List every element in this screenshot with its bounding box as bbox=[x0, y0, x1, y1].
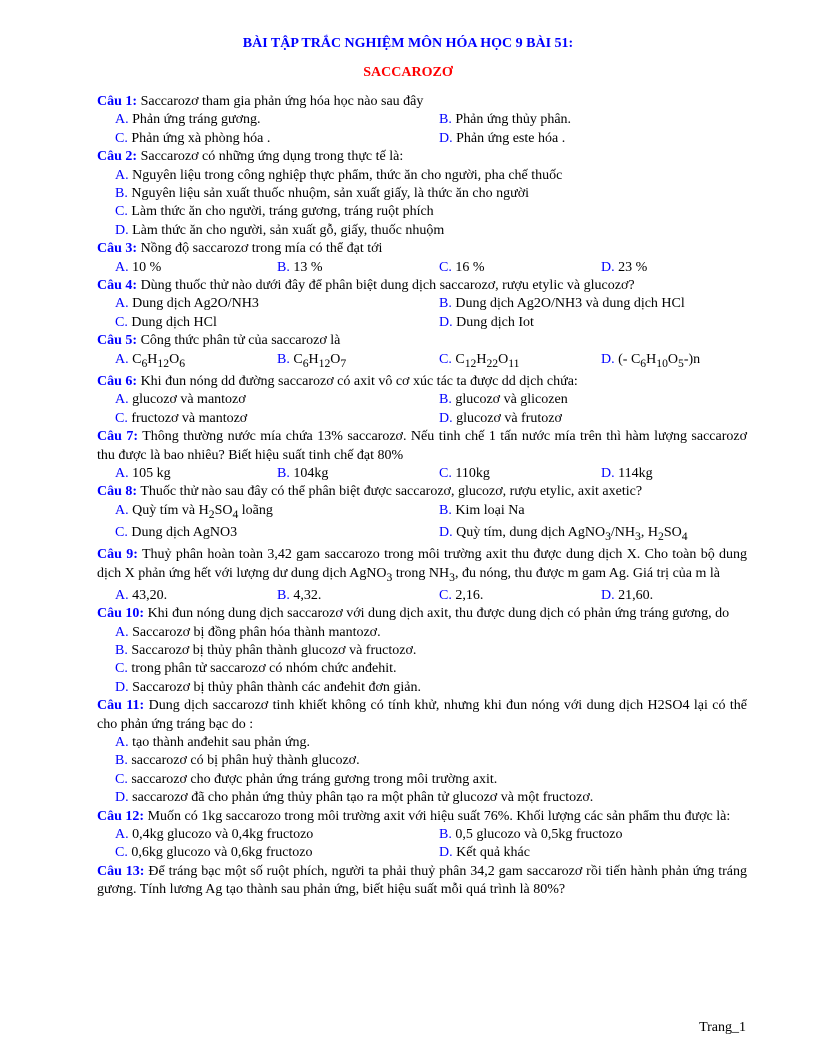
option-text: 0,5 glucozo và 0,5kg fructozo bbox=[455, 827, 623, 843]
answer-option-c[interactable] bbox=[115, 130, 439, 148]
option-key: D. bbox=[601, 465, 615, 481]
option-key: B. bbox=[439, 827, 452, 843]
answer-option-a[interactable] bbox=[115, 734, 747, 752]
option-key: A. bbox=[115, 624, 129, 640]
answer-option-b[interactable] bbox=[439, 295, 747, 313]
question-text: Nồng độ saccarozơ trong mía có thể đạt tới bbox=[140, 241, 383, 257]
option-text: $C_6H_{12}O_7$ bbox=[293, 351, 347, 370]
answer-option-c[interactable] bbox=[439, 465, 601, 483]
question-stem bbox=[97, 93, 747, 111]
question-8 bbox=[97, 483, 747, 546]
option-key: C. bbox=[115, 771, 128, 787]
option-key: B. bbox=[439, 112, 452, 128]
option-key: D. bbox=[439, 314, 453, 330]
answer-option-b[interactable] bbox=[115, 642, 747, 660]
question-4 bbox=[97, 277, 747, 332]
option-key: D. bbox=[115, 679, 129, 695]
option-text: 2,16. bbox=[455, 587, 484, 603]
answer-option-c[interactable] bbox=[439, 259, 601, 277]
option-key: C. bbox=[115, 524, 128, 540]
option-text: Làm thức ăn cho người, sản xuất gỗ, giấy, thuốc nhuộm bbox=[132, 222, 445, 238]
question-label: Câu 5: bbox=[97, 333, 138, 349]
question-9 bbox=[97, 546, 747, 605]
question-stem bbox=[97, 428, 747, 465]
answer-option-a[interactable] bbox=[115, 259, 277, 277]
option-text: saccarozơ cho được phản ứng tráng gương trong môi trường axit. bbox=[131, 771, 498, 787]
option-key: B. bbox=[115, 753, 128, 769]
option-key: C. bbox=[115, 204, 128, 220]
question-stem bbox=[97, 863, 747, 900]
question-text: Dung dịch saccarozơ tinh khiết không có tính khử, nhưng khi đun nóng với dung dịch H2SO4 lại có thể cho phản ứng tráng bạc do : bbox=[97, 698, 747, 732]
answer-option-d[interactable] bbox=[439, 410, 747, 428]
answer-options bbox=[97, 826, 747, 863]
answer-options bbox=[97, 465, 747, 483]
question-label: Câu 10: bbox=[97, 606, 145, 622]
question-text: Dùng thuốc thử nào dưới đây để phân biệt dung dịch saccarozơ, rượu etylic và glucozơ? bbox=[140, 278, 635, 294]
question-stem bbox=[97, 697, 747, 734]
question-text: Để tráng bạc một số ruột phích, người ta phải thuỷ phân 34,2 gam saccarozơ rồi tiến hành phản ứng tráng gương. Tính lương Ag tạo thành sau phản ứng, biết hiệu suất mỗi quá trình là 80%? bbox=[97, 863, 748, 898]
answer-option-a[interactable] bbox=[115, 391, 439, 409]
answer-options bbox=[97, 624, 747, 698]
answer-options bbox=[97, 502, 747, 546]
option-text: trong phân tử saccarozơ có nhóm chức anđehit. bbox=[131, 661, 397, 677]
question-text: Saccarozơ tham gia phản ứng hóa học nào sau đây bbox=[140, 94, 424, 109]
option-key: A. bbox=[115, 112, 129, 128]
option-text: 10 % bbox=[132, 259, 162, 275]
question-stem bbox=[97, 546, 747, 587]
answer-options bbox=[97, 351, 747, 373]
answer-option-a[interactable] bbox=[115, 111, 439, 129]
question-13 bbox=[97, 863, 747, 900]
question-11 bbox=[97, 697, 747, 807]
option-text: glucozơ và glicozen bbox=[455, 392, 568, 408]
question-text: Saccarozơ có những ứng dụng trong thực tế là: bbox=[140, 149, 404, 165]
option-text: $C_{12}H_{22}O_{11}$ bbox=[455, 351, 520, 370]
answer-option-b[interactable] bbox=[439, 826, 747, 844]
option-text: tạo thành anđehit sau phản ứng. bbox=[132, 735, 311, 750]
option-key: A. bbox=[115, 259, 129, 275]
answer-option-c[interactable] bbox=[115, 410, 439, 428]
option-key: B. bbox=[277, 351, 290, 367]
answer-option-c[interactable] bbox=[439, 351, 601, 373]
option-text: Kim loại Na bbox=[455, 502, 525, 518]
option-key: C. bbox=[115, 410, 128, 426]
question-label: Câu 9: bbox=[97, 547, 138, 563]
question-stem bbox=[97, 332, 747, 350]
option-key: B. bbox=[277, 587, 290, 603]
question-stem bbox=[97, 277, 747, 295]
option-text: 0,4kg glucozo và 0,4kg fructozo bbox=[132, 827, 314, 843]
question-2 bbox=[97, 148, 747, 240]
answer-options bbox=[97, 167, 747, 241]
answer-option-a[interactable] bbox=[115, 465, 277, 483]
option-key: A. bbox=[115, 827, 129, 843]
answer-option-a[interactable] bbox=[115, 587, 277, 605]
option-key: A. bbox=[115, 587, 129, 603]
answer-option-d[interactable] bbox=[439, 524, 747, 546]
answer-option-a[interactable] bbox=[115, 351, 277, 373]
answer-option-d[interactable] bbox=[601, 587, 747, 605]
option-text: 105 kg bbox=[132, 465, 171, 481]
answer-option-c[interactable] bbox=[115, 314, 439, 332]
option-key: A. bbox=[115, 735, 129, 750]
answer-option-d[interactable] bbox=[439, 130, 747, 148]
option-key: B. bbox=[439, 392, 452, 408]
option-text: fructozơ và mantozơ bbox=[131, 410, 248, 426]
option-text: Phản ứng thủy phân. bbox=[455, 112, 572, 128]
option-key: B. bbox=[439, 502, 452, 518]
option-text: 4,32. bbox=[293, 587, 322, 603]
question-1 bbox=[97, 93, 747, 148]
question-stem bbox=[97, 148, 747, 166]
option-text: Làm thức ăn cho người, tráng gương, tráng ruột phích bbox=[131, 204, 434, 220]
option-key: C. bbox=[115, 130, 128, 146]
question-text: Khi đun nóng dd đường saccarozơ có axit vô cơ xúc tác ta được dd dịch chứa: bbox=[140, 373, 578, 389]
answer-options bbox=[97, 587, 747, 605]
option-text: Quỳ tím, dung dịch $AgNO_3/NH_3$, $H_2SO_4$ bbox=[456, 524, 688, 543]
option-text: Saccarozơ bị thủy phân thành glucozơ và fructozơ. bbox=[131, 642, 417, 658]
option-text: 104kg bbox=[293, 465, 329, 481]
answer-option-b[interactable] bbox=[277, 587, 439, 605]
question-text: Công thức phân tử của saccarozơ là bbox=[140, 333, 341, 349]
answer-option-d[interactable] bbox=[601, 465, 747, 483]
option-text: $C_6H_{12}O_6$ bbox=[132, 351, 186, 370]
question-6 bbox=[97, 373, 747, 428]
question-7 bbox=[97, 428, 747, 483]
option-text: Dung dịch AgNO3 bbox=[131, 524, 238, 540]
question-label: Câu 6: bbox=[97, 373, 138, 389]
answer-option-d[interactable] bbox=[601, 351, 747, 373]
answer-option-d[interactable] bbox=[115, 222, 747, 240]
answer-option-d[interactable] bbox=[439, 314, 747, 332]
answer-options bbox=[97, 734, 747, 808]
answer-option-c[interactable] bbox=[439, 587, 601, 605]
option-key: D. bbox=[115, 222, 129, 238]
option-text: Quỳ tím và $H_2SO_4$ loãng bbox=[132, 502, 273, 521]
question-text: Thuỷ phân hoàn toàn 3,42 gam saccarozo trong môi trường axit thu được dung dịch X. Cho toàn bộ dung dịch X phản ứng hết với lượng dư dung dịch AgNO$_3$ trong $NH_3$, đu nóng, thu được m gam Ag. Giá trị của m là bbox=[97, 547, 748, 584]
option-key: B. bbox=[439, 296, 452, 312]
answer-option-b[interactable] bbox=[115, 185, 747, 203]
option-text: glucozơ và mantozơ bbox=[132, 392, 246, 408]
option-key: D. bbox=[601, 351, 615, 367]
question-10 bbox=[97, 605, 747, 697]
option-text: Phản ứng tráng gương. bbox=[132, 112, 261, 128]
option-key: D. bbox=[115, 790, 129, 806]
option-text: saccarozơ đã cho phản ứng thủy phân tạo ra một phân tử glucozơ và một fructozơ. bbox=[132, 790, 594, 806]
option-key: A. bbox=[115, 392, 129, 408]
answer-option-a[interactable] bbox=[115, 502, 439, 524]
answer-options bbox=[97, 391, 747, 428]
option-key: B. bbox=[115, 186, 128, 202]
option-key: B. bbox=[277, 465, 290, 481]
option-key: A. bbox=[115, 167, 129, 183]
answer-option-b[interactable] bbox=[277, 351, 439, 373]
question-label: Câu 13: bbox=[97, 863, 145, 879]
question-label: Câu 2: bbox=[97, 149, 138, 165]
option-text: (- $C_6H_{10}O_5-)n$ bbox=[618, 351, 701, 370]
option-text: 43,20. bbox=[132, 587, 168, 603]
answer-option-b[interactable] bbox=[115, 752, 747, 770]
question-stem bbox=[97, 605, 747, 623]
page-title: BÀI TẬP TRẮC NGHIỆM MÔN HÓA HỌC 9 BÀI 51: bbox=[242, 36, 574, 51]
answer-option-b[interactable] bbox=[439, 111, 747, 129]
option-key: A. bbox=[115, 296, 129, 312]
option-text: 16 % bbox=[455, 259, 485, 275]
answer-option-b[interactable] bbox=[439, 502, 747, 524]
question-label: Câu 11: bbox=[97, 698, 145, 714]
question-stem bbox=[97, 373, 747, 391]
answer-option-c[interactable] bbox=[115, 660, 747, 678]
question-label: Câu 12: bbox=[97, 808, 145, 824]
answer-option-d[interactable] bbox=[601, 259, 747, 277]
question-stem bbox=[97, 240, 747, 258]
option-text: Nguyên liệu trong công nghiệp thực phẩm, thức ăn cho người, pha chế thuốc bbox=[132, 167, 563, 183]
option-text: Phản ứng xà phòng hóa . bbox=[131, 130, 271, 146]
option-text: 110kg bbox=[455, 465, 490, 481]
answer-option-d[interactable] bbox=[439, 844, 747, 862]
option-text: glucozơ và frutozơ bbox=[456, 410, 562, 426]
option-key: C. bbox=[439, 351, 452, 367]
option-key: C. bbox=[115, 845, 128, 861]
question-text: Khi đun nóng dung dịch saccarozơ với dung dịch axit, thu được dung dịch có phản ứng tráng gương, do bbox=[147, 606, 730, 622]
question-label: Câu 8: bbox=[97, 484, 138, 500]
answer-option-b[interactable] bbox=[277, 465, 439, 483]
option-text: Dung dịch Ag2O/NH3 và dung dịch HCl bbox=[455, 296, 685, 312]
answer-options bbox=[97, 259, 747, 277]
option-text: Dung dịch Iot bbox=[456, 314, 534, 330]
question-text: Thuốc thử nào sau đây có thể phân biệt được saccarozơ, glucozơ, rượu etylic, axit axetic? bbox=[140, 484, 643, 500]
option-key: B. bbox=[115, 642, 128, 658]
answer-options bbox=[97, 295, 747, 332]
option-key: A. bbox=[115, 502, 129, 518]
option-key: D. bbox=[601, 587, 615, 603]
option-key: A. bbox=[115, 351, 129, 367]
answer-option-c[interactable] bbox=[115, 771, 747, 789]
option-text: 23 % bbox=[618, 259, 648, 275]
option-key: C. bbox=[439, 465, 452, 481]
question-label: Câu 3: bbox=[97, 241, 138, 257]
answer-option-c[interactable] bbox=[115, 844, 439, 862]
question-text: Thông thường nước mía chứa 13% saccarozơ. Nếu tinh chế 1 tấn nước mía trên thì hàm lượng saccarozơ thu được là bao nhiêu? Biết hiệu suất tinh chế đạt 80% bbox=[97, 429, 747, 463]
question-label: Câu 4: bbox=[97, 278, 138, 294]
option-text: Saccarozơ bị đồng phân hóa thành mantozơ. bbox=[132, 624, 381, 640]
answer-option-d[interactable] bbox=[115, 789, 747, 807]
question-label: Câu 7: bbox=[97, 429, 139, 445]
question-5 bbox=[97, 332, 747, 373]
option-text: Phản ứng este hóa . bbox=[456, 130, 566, 146]
option-text: Dung dịch HCl bbox=[131, 314, 217, 330]
option-text: saccarozơ có bị phân huỷ thành glucozơ. bbox=[131, 753, 360, 769]
answer-options bbox=[97, 111, 747, 148]
answer-option-a[interactable] bbox=[115, 826, 439, 844]
answer-option-c[interactable] bbox=[115, 524, 439, 546]
option-key: B. bbox=[277, 259, 290, 275]
option-text: Kết quả khác bbox=[456, 845, 530, 861]
answer-option-a[interactable] bbox=[115, 167, 747, 185]
option-text: 0,6kg glucozo và 0,6kg fructozo bbox=[131, 845, 313, 861]
question-12 bbox=[97, 808, 747, 863]
answer-option-b[interactable] bbox=[439, 391, 747, 409]
question-text: Muốn có 1kg saccarozo trong môi trường axit với hiệu suất 76%. Khối lượng các sản phẩm thu được là: bbox=[147, 808, 731, 824]
answer-option-b[interactable] bbox=[277, 259, 439, 277]
question-stem bbox=[97, 808, 747, 826]
option-key: D. bbox=[439, 524, 453, 540]
question-list bbox=[97, 93, 747, 900]
option-text: Saccarozơ bị thủy phân thành các anđehit đơn giản. bbox=[132, 679, 421, 695]
answer-option-d[interactable] bbox=[115, 679, 747, 697]
answer-option-a[interactable] bbox=[115, 295, 439, 313]
question-3 bbox=[97, 240, 747, 277]
option-key: D. bbox=[439, 845, 453, 861]
option-key: C. bbox=[439, 259, 452, 275]
question-label: Câu 1: bbox=[97, 94, 138, 109]
page-subtitle: SACCAROZƠ bbox=[363, 65, 453, 80]
option-text: Dung dịch Ag2O/NH3 bbox=[132, 296, 259, 312]
option-text: 114kg bbox=[618, 465, 653, 481]
option-key: D. bbox=[439, 130, 453, 146]
option-key: D. bbox=[439, 410, 453, 426]
option-text: 13 % bbox=[293, 259, 323, 275]
option-text: 21,60. bbox=[618, 587, 654, 603]
option-key: C. bbox=[115, 314, 128, 330]
answer-option-c[interactable] bbox=[115, 203, 747, 221]
option-key: A. bbox=[115, 465, 129, 481]
option-text: Nguyên liệu sản xuất thuốc nhuộm, sản xuất giấy, là thức ăn cho người bbox=[131, 186, 529, 202]
page-number: Trang_1 bbox=[699, 1020, 746, 1035]
option-key: C. bbox=[115, 661, 128, 677]
option-key: C. bbox=[439, 587, 452, 603]
option-key: D. bbox=[601, 259, 615, 275]
answer-option-a[interactable] bbox=[115, 624, 747, 642]
question-stem bbox=[97, 483, 747, 501]
